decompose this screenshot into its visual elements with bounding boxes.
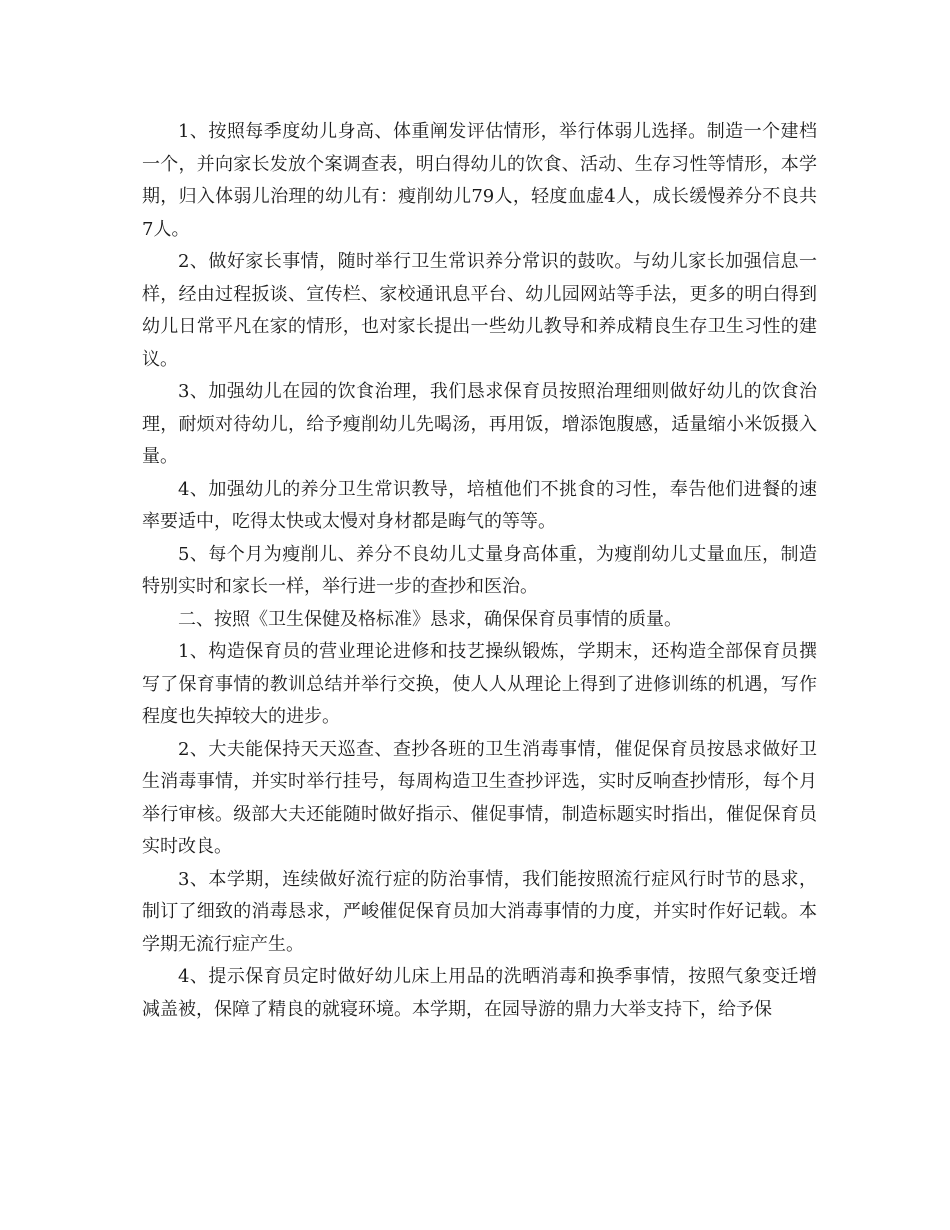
paragraph-2: 2、做好家长事情，随时举行卫生常识养分常识的鼓吹。与幼儿家长加强信息一样，经由过程扳谈、宣传栏、家校通讯息平台、幼儿园网站等手法，更多的明白得到幼儿日常平凡在家的情形，也对家长提出一些幼儿教导和养成精良生存卫生习性的建议。 (142, 251, 817, 370)
paragraph-9: 4、提示保育员定时做好幼儿床上用品的洗晒消毒和换季事情，按照气象变迁增减盖被，保障了精良的就寝环境。本学期，在园导游的鼎力大举支持下，给予保 (142, 966, 817, 1020)
paragraph-3: 3、加强幼儿在园的饮食治理，我们恳求保育员按照治理细则做好幼儿的饮食治理，耐烦对待幼儿，给予瘦削幼儿先喝汤，再用饭，增添饱腹感，适量缩小米饭摄入量。 (142, 381, 817, 467)
paragraph-6: 1、构造保育员的营业理论进修和技艺操纵锻炼，学期末，还构造全部保育员撰写了保育事情的教训总结并举行交换，使人人从理论上得到了进修训练的机遇，写作程度也失掉较大的进步。 (142, 641, 817, 727)
paragraph-5: 5、每个月为瘦削儿、养分不良幼儿丈量身高体重，为瘦削幼儿丈量血压，制造特别实时和家长一样，举行进一步的查抄和医治。 (142, 543, 817, 597)
paragraph-8: 3、本学期，连续做好流行症的防治事情，我们能按照流行症风行时节的恳求，制订了细致的消毒恳求，严峻催促保育员加大消毒事情的力度，并实时作好记载。本学期无流行症产生。 (142, 868, 817, 955)
document-page (142, 116, 817, 1026)
paragraph-1: 1、按照每季度幼儿身高、体重阐发评估情形，举行体弱儿选择。制造一个建档一个，并向家长发放个案调查表，明白得幼儿的饮食、活动、生存习性等情形，本学期，归入体弱儿治理的幼儿有：瘦削幼儿79人，轻度血虚4人，成长缓慢养分不良共7人。 (142, 121, 817, 240)
paragraph-4: 4、加强幼儿的养分卫生常识教导，培植他们不挑食的习性，奉告他们进餐的速率要适中，吃得太快或太慢对身材都是晦气的等等。 (142, 478, 817, 532)
paragraph-7: 2、大夫能保持天天巡查、查抄各班的卫生消毒事情，催促保育员按恳求做好卫生消毒事情，并实时举行挂号，每周构造卫生查抄评选，实时反响查抄情形，每个月举行审核。级部大夫还能随时做好指示、催促事情，制造标题实时指出，催促保育员实时改良。 (142, 738, 817, 857)
section-heading: 二、按照《卫生保健及格标准》恳求，确保保育员事情的质量。 (178, 608, 682, 630)
